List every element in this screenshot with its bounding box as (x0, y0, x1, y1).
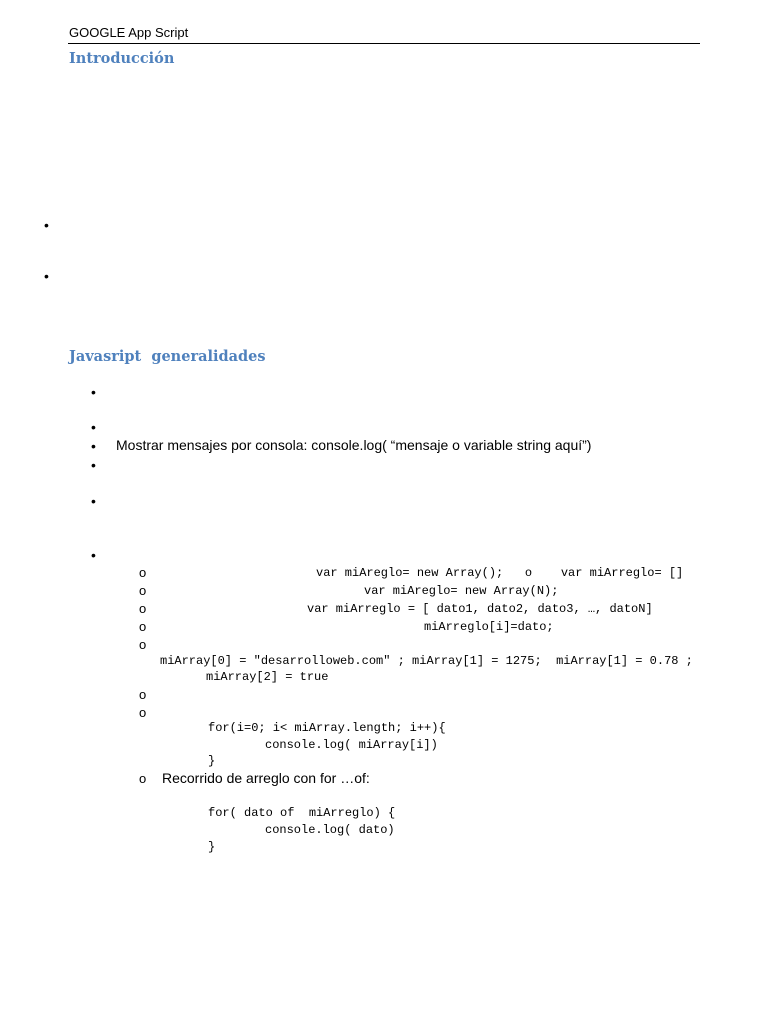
sub-bullet-2: o (139, 583, 147, 598)
list-item-console-log: Mostrar mensajes por consola: console.log( “mensaje o variable string aquí”) (116, 437, 592, 453)
bullet-empty-6: • (91, 493, 96, 509)
code-array-example-2: miArray[2] = true (206, 670, 329, 684)
code-array-declare: var miAreglo= new Array(); o var miArreglo= [] (316, 566, 684, 580)
code-array-example-1: miArray[0] = "desarrolloweb.com" ; miArray[1] = 1275; miArray[1] = 0.78 ; (160, 654, 693, 668)
sub-bullet-8: o (139, 771, 147, 786)
list-item-for-of: Recorrido de arreglo con for …of: (162, 770, 370, 786)
bullet-empty-5: • (91, 457, 96, 473)
code-for-of-1: for( dato of miArreglo) { (208, 806, 396, 820)
sub-bullet-5: o (139, 637, 147, 652)
bullet-arrays: • (91, 547, 96, 563)
bullet-empty-2: • (44, 268, 49, 284)
code-array-size: var miAreglo= new Array(N); (364, 584, 559, 598)
sub-bullet-6: o (139, 687, 147, 702)
code-array-assign-index: miArreglo[i]=dato; (424, 620, 554, 634)
code-array-literal: var miArreglo = [ dato1, dato2, dato3, …, datoN] (307, 602, 653, 616)
code-for-of-2: console.log( dato) (265, 823, 395, 837)
bullet-console-log: • (91, 438, 96, 454)
sub-bullet-1: o (139, 565, 147, 580)
document-header-title: GOOGLE App Script (69, 25, 189, 40)
code-for-loop-3: } (208, 754, 216, 768)
code-for-of-3: } (208, 840, 216, 854)
sub-bullet-4: o (139, 619, 147, 634)
sub-bullet-7: o (139, 705, 147, 720)
heading-javascript-generalidades: Javasript generalidades (69, 348, 266, 365)
heading-introduccion: Introducción (69, 50, 175, 67)
header-rule (68, 43, 700, 44)
code-for-loop-1: for(i=0; i< miArray.length; i++){ (208, 721, 446, 735)
bullet-empty-4: • (91, 419, 96, 435)
sub-bullet-3: o (139, 601, 147, 616)
bullet-empty-1: • (44, 217, 49, 233)
bullet-empty-3: • (91, 384, 96, 400)
code-for-loop-2: console.log( miArray[i]) (265, 738, 438, 752)
